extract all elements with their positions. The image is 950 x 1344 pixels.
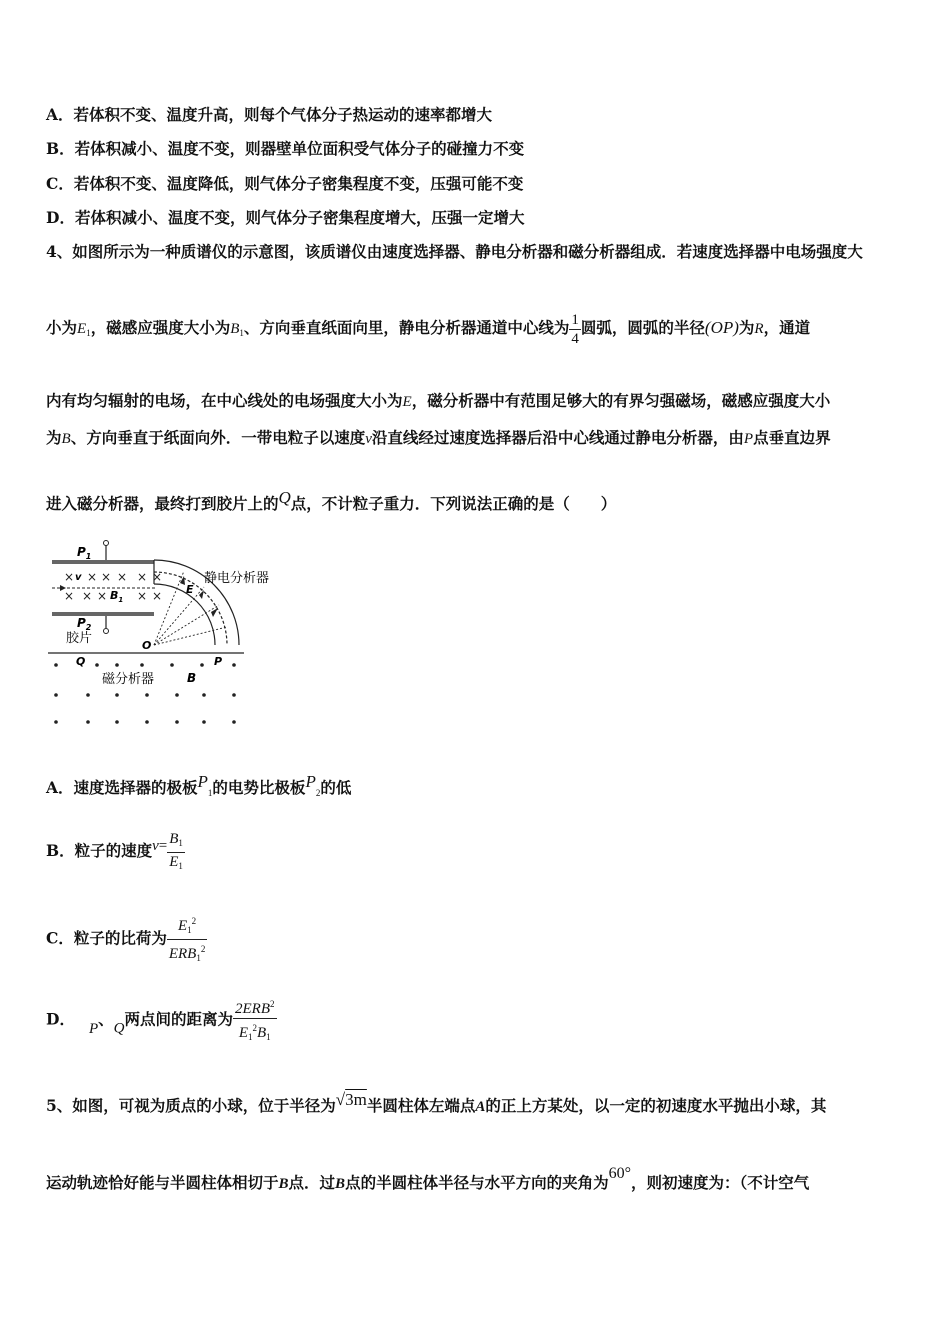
q5-line-2: 运动轨迹恰好能与半圆柱体相切于B点．过B点的半圆柱体半径与水平方向的夹角为60°，则初速度为：（不计空气 xyxy=(46,1165,810,1192)
q4-line-3: 内有均匀辐射的电场，在中心线处的电场强度大小为E，磁分析器中有范围足够大的有界匀强磁场，磁感应强度大小 xyxy=(46,391,831,410)
label-q: Q xyxy=(76,655,86,668)
msa-label: 磁分析器 xyxy=(102,672,155,687)
q4-line-4: 为B、方向垂直于纸面向外．一带电粒子以速度v沿直线经过速度选择器后沿中心线通过静电分析器，由P点垂直边界 xyxy=(46,428,831,447)
label-p1: $P_1$ xyxy=(77,545,92,561)
svg-text:×: × xyxy=(82,589,93,603)
q4-option-d: D． P、Q两点间的距离为 $\frac{2ERB^2}{E_1^2B_1}$ xyxy=(46,995,277,1049)
svg-text:×: × xyxy=(64,589,75,603)
label-b: B xyxy=(187,671,197,685)
q4-option-a: A．速度选择器的极板$P_1$的电势比极板$P_2$的低 xyxy=(46,772,352,798)
q4-option-c: C．粒子的比荷为 $\frac{E_1^2}{ERB_1^2}$ xyxy=(46,912,207,967)
q4-line-2: 小为$E_1$，磁感应强度大小为$B_1$、方向垂直纸面向里，静电分析器通道中心线为 $\frac{1}{4}$ 圆弧，圆弧的半径(OP)为R，通道 xyxy=(46,311,811,347)
label-e: E xyxy=(186,583,194,596)
svg-text:×: × xyxy=(117,570,128,584)
svg-text:×: × xyxy=(137,570,148,584)
svg-text:×: × xyxy=(152,570,163,584)
svg-text:×: × xyxy=(101,570,112,584)
svg-text:×: × xyxy=(97,589,108,603)
q3-option-c: C．若体积不变、温度降低，则气体分子密集程度不变，压强可能不变 xyxy=(46,174,524,193)
svg-text:×: × xyxy=(137,589,148,603)
svg-text:×: × xyxy=(64,570,75,584)
q3-option-a: A．若体积不变、温度升高，则每个气体分子热运动的速率都增大 xyxy=(46,105,493,124)
q4-option-b: B．粒子的速度v= $\frac{B_1}{E_1}$ xyxy=(46,830,183,871)
label-p2: $P_2$ xyxy=(77,616,92,632)
label-v: v xyxy=(75,572,82,583)
svg-text:×: × xyxy=(87,570,98,584)
mass-spectrometer-figure xyxy=(44,535,294,735)
label-o: O xyxy=(142,639,152,652)
label-b1: $B_1$ xyxy=(110,589,124,604)
q3-option-b: B．若体积减小、温度不变，则器壁单位面积受气体分子的碰撞力不变 xyxy=(46,139,525,158)
esa-label: 静电分析器 xyxy=(204,571,270,586)
q5-line-1: 5、如图，可视为质点的小球，位于半径为√3m半圆柱体左端点A的正上方某处，以一定的初速度水平抛出小球，其 xyxy=(46,1090,827,1115)
svg-text:×: × xyxy=(152,589,163,603)
q3-option-d: D．若体积减小、温度不变，则气体分子密集程度增大，压强一定增大 xyxy=(46,208,525,227)
label-p: P xyxy=(214,655,223,668)
film-label: 胶片 xyxy=(66,631,93,646)
q4-line-1: 4、如图所示为一种质谱仪的示意图，该质谱仪由速度选择器、静电分析器和磁分析器组成．若速度选择器中电场强度大 xyxy=(46,242,863,261)
q4-line-5: 进入磁分析器，最终打到胶片上的Q点，不计粒子重力．下列说法正确的是（ ） xyxy=(46,488,617,513)
